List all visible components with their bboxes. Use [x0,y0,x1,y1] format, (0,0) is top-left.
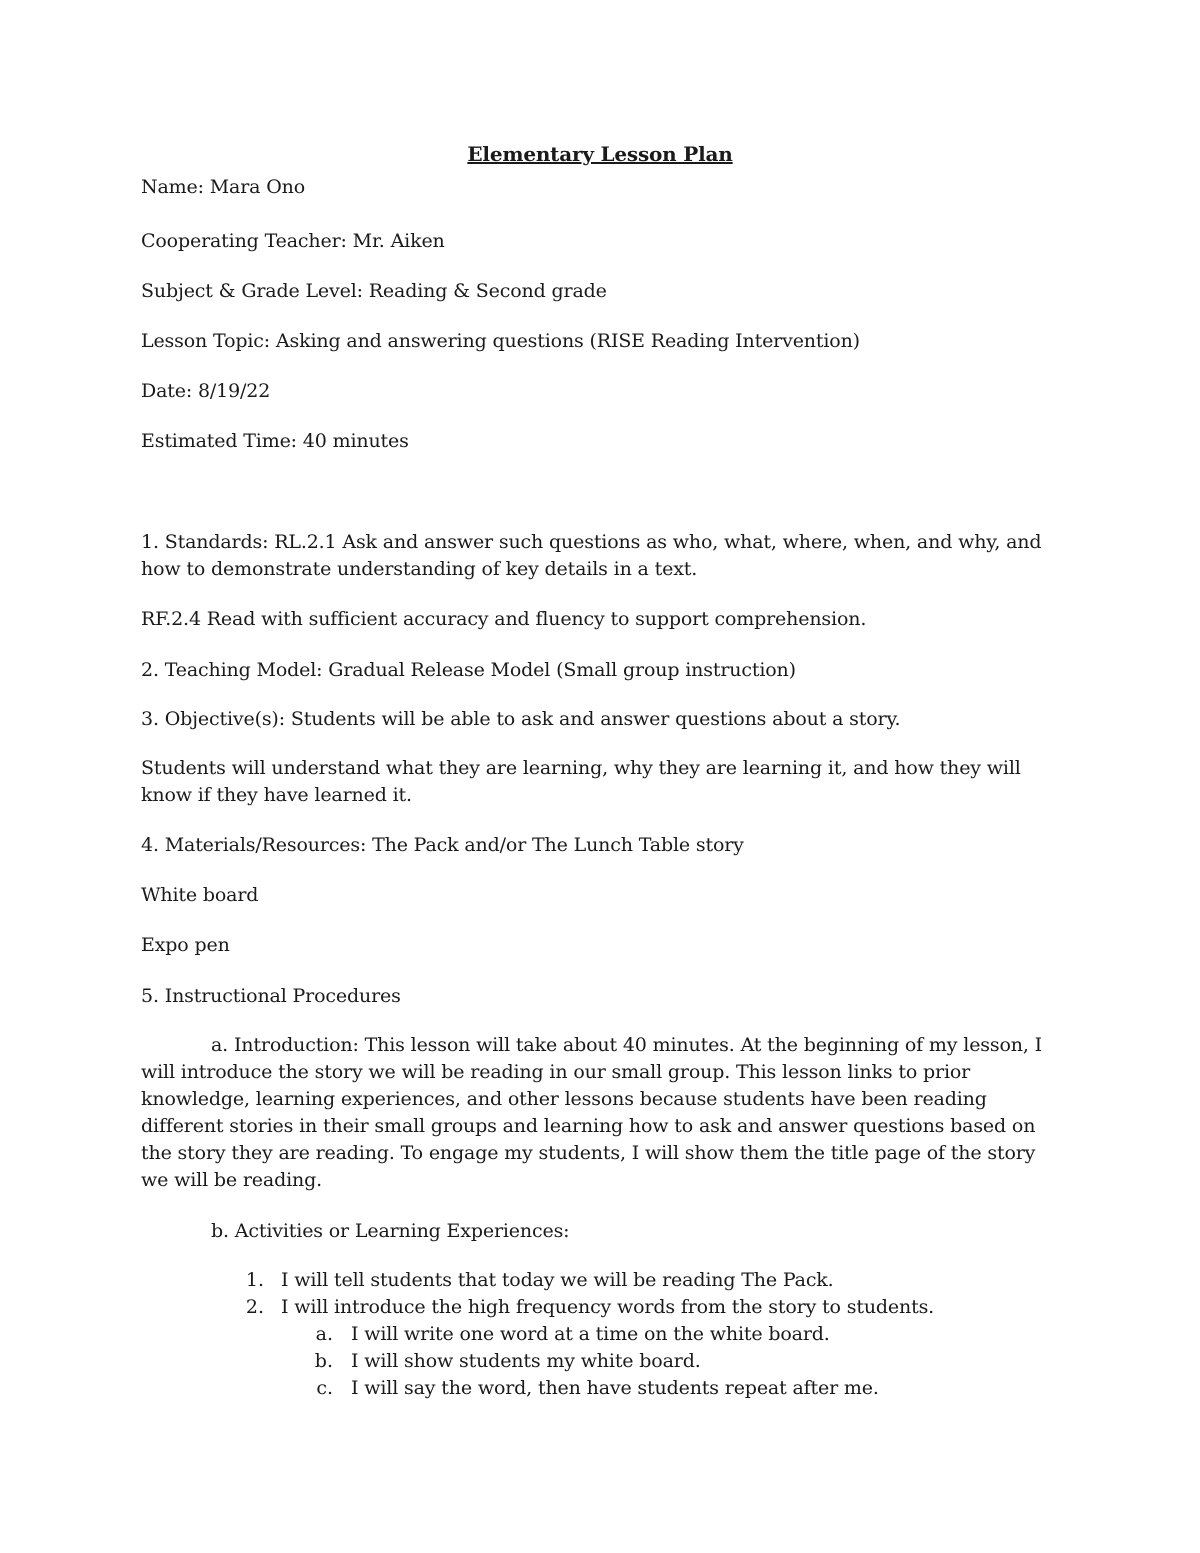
name-line: Name: Mara Ono [141,176,306,198]
material-expo-pen: Expo pen [141,934,230,956]
topic-line: Lesson Topic: Asking and answering questions (RISE Reading Intervention) [141,330,860,352]
sub-list-item: I will say the word, then have students repeat after me. [351,1377,879,1399]
document-title: Elementary Lesson Plan [467,142,733,166]
standard-rf-line: RF.2.4 Read with sufficient accuracy and fluency to support comprehension. [141,608,867,630]
list-item: I will introduce the high frequency words from the story to students. [281,1296,935,1318]
sub-list-item-marker: b. [314,1350,333,1372]
objective-line: 3. Objective(s): Students will be able to ask and answer questions about a story. [141,708,901,730]
sub-list-item-marker: c. [316,1377,333,1399]
introduction-paragraph: a. Introduction: This lesson will take about 40 minutes. At the beginning of my lesson, I will introduce the story we will be reading in our small group. This lesson links to prior knowledge, learning experiences, and other lessons because students have been reading different stories in their small groups and learning how to ask and answer questions based on the story they are reading. To engage my students, I will show them the title page of the story we will be reading. [141,1034,1043,1191]
activities-heading: b. Activities or Learning Experiences: [211,1220,570,1242]
subject-line: Subject & Grade Level: Reading & Second grade [141,280,607,302]
list-item: I will tell students that today we will be reading The Pack. [281,1269,834,1291]
sub-list-item-marker: a. [315,1323,333,1345]
list-item-marker: 1. [245,1269,264,1291]
standards-paragraph: 1. Standards: RL.2.1 Ask and answer such questions as who, what, where, when, and why, and how to demonstrate understanding of key details in a text. [141,531,1042,580]
teaching-model-line: 2. Teaching Model: Gradual Release Model (Small group instruction) [141,659,796,681]
sub-list-item: I will write one word at a time on the white board. [351,1323,830,1345]
teacher-line: Cooperating Teacher: Mr. Aiken [141,230,445,252]
material-whiteboard: White board [141,884,259,906]
objective-paragraph: Students will understand what they are learning, why they are learning it, and how they will know if they have learned it. [141,757,1021,806]
list-item-marker: 2. [245,1296,264,1318]
time-line: Estimated Time: 40 minutes [141,430,409,452]
procedures-heading: 5. Instructional Procedures [141,985,401,1007]
sub-list-item: I will show students my white board. [351,1350,701,1372]
date-line: Date: 8/19/22 [141,380,271,402]
materials-line: 4. Materials/Resources: The Pack and/or The Lunch Table story [141,834,744,856]
